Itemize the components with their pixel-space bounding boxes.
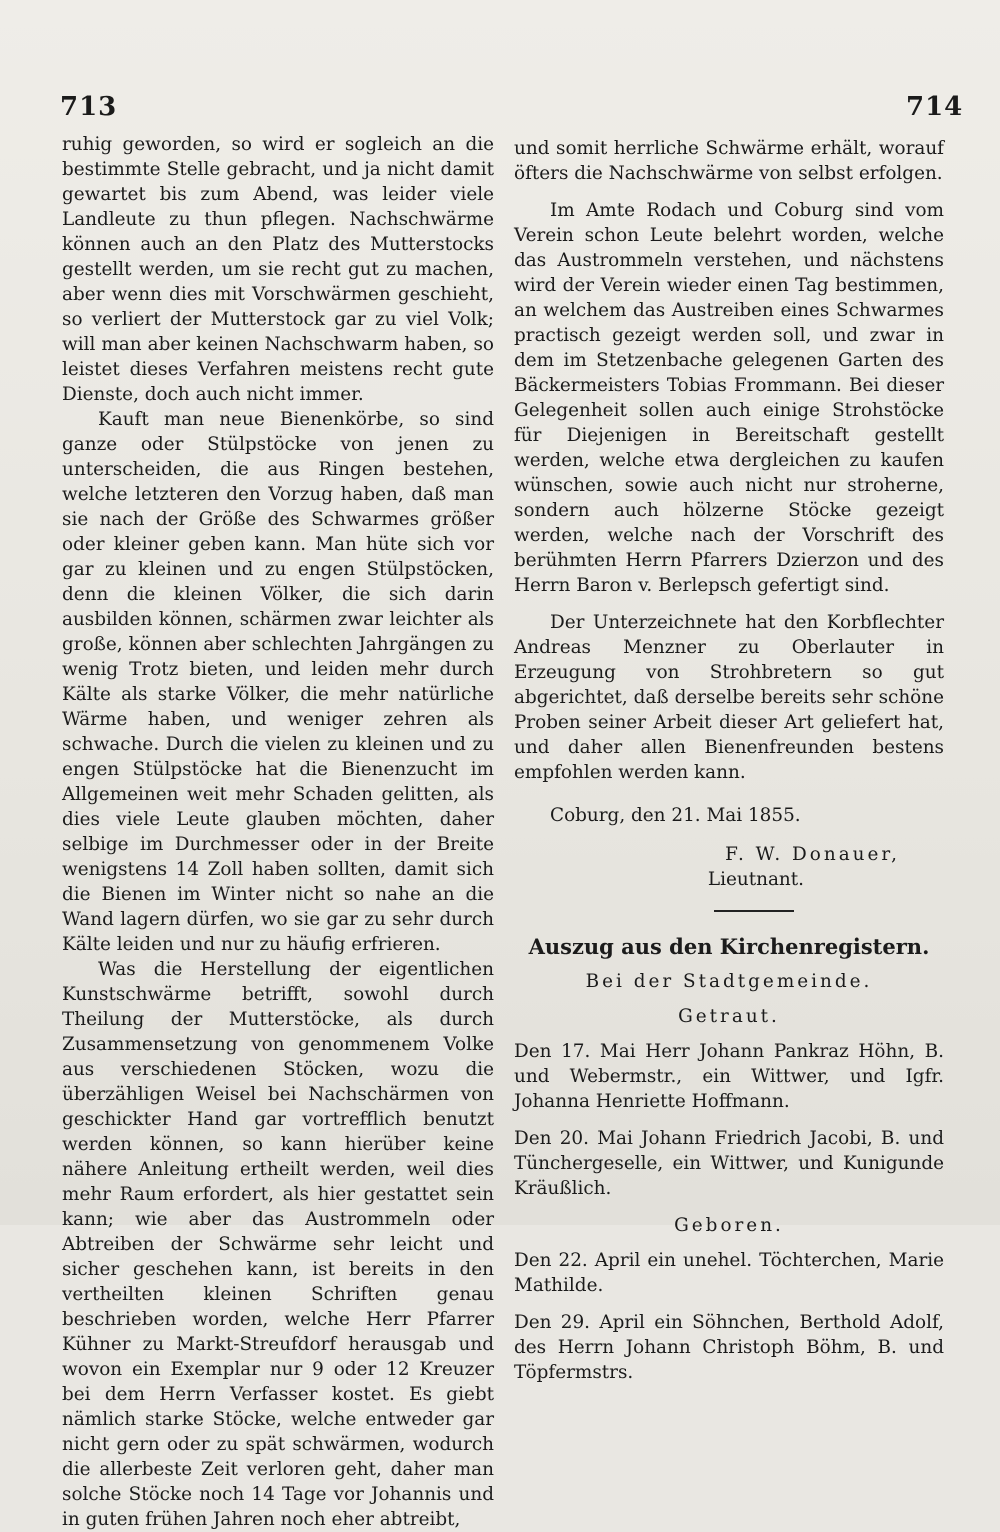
section-heading: Auszug aus den Kirchenregistern.	[528, 934, 930, 959]
signature-name: F. W. Donauer,	[725, 844, 900, 865]
left-paragraph-3: Was die Herstellung der eigentlichen Kunstschwärme betrifft, sowohl durch Theilung der Mutterstöcke, als durch Zusammensetzung von genommenem Volke aus verschiedenen Stöcken, wozu die überzähligen Weisel bei Nachschärmen von geschickter Hand gar vortrefflich benutzt werden können, so kann hierüber keine nähere Anleitung ertheilt werden, weil dies mehr Raum erfordert, als hier gestattet sein kann; wie aber das Austrommeln oder Abtreiben der Schwärme sehr leicht und sicher geschehen kann, ist bereits in den vertheilten kleinen Schriften genau beschrieben worden, welche Herr Pfarrer Kühner zu Markt-Streufdorf herausgab und wovon ein Exemplar nur 9 oder 12 Kreuzer bei dem Herrn Verfasser kostet. Es giebt nämlich starke Stöcke, welche entweder gar nicht gern oder zu spät schwärmen, wodurch die allerbeste Zeit verloren geht, daher man solche Stöcke noch 14 Tage vor Johannis und in guten frühen Jahren noch eher abtreibt,	[62, 959, 494, 1530]
signature-title: Lieutnant.	[707, 869, 804, 890]
right-paragraph-3: Der Unterzeichnete hat den Korbflechter Andreas Menzner zu Oberlauter in Erzeugung von Strohbretern so gut abgerichtet, daß derselbe bereits sehr schöne Proben seiner Arbeit dieser Art geliefert hat, und daher allen Bienenfreunden bestens empfohlen werden kann.	[514, 612, 944, 783]
right-paragraph-2: Im Amte Rodach und Coburg sind vom Verein schon Leute belehrt worden, welche das Austrommeln verstehen, und nächstens wird der Verein wieder einen Tag bestimmen, an welchem das Austreiben eines Schwarmes practisch gezeigt werden soll, und zwar in dem im Stetzenbache gelegenen Garten des Bäckermeisters Tobias Frommann. Bei dieser Gelegenheit sollen auch einige Strohstöcke für Diejenigen in Bereitschaft gestellt werden, welche etwa dergleichen zu kaufen wünschen, sowie auch nicht nur stroherne, sondern auch hölzerne Stöcke gezeigt werden, welche nach der Vorschrift des berühmten Herrn Pfarrers Dzierzon und des Herrn Baron v. Berlepsch gefertigt sind.	[514, 200, 944, 596]
dateline: Coburg, den 21. Mai 1855.	[550, 805, 801, 826]
married-heading: Getraut.	[678, 1006, 780, 1027]
right-paragraph-1: und somit herrliche Schwärme erhält, worauf öfters die Nachschwärme von selbst erfolgen.	[514, 138, 944, 184]
register-entry: Den 20. Mai Johann Friedrich Jacobi, B. und Tünchergeselle, ein Wittwer, und Kunigunde Kräußlich.	[514, 1128, 944, 1199]
divider-rule	[714, 910, 794, 912]
page-number-left: 713	[60, 92, 118, 122]
register-entry: Den 22. April ein unehel. Töchterchen, Marie Mathilde.	[514, 1250, 944, 1296]
page-number-right: 714	[906, 92, 964, 122]
born-heading: Geboren.	[674, 1215, 784, 1236]
register-entry: Den 29. April ein Söhnchen, Berthold Adolf, des Herrn Johann Christoph Böhm, B. und Töpfermstrs.	[514, 1312, 944, 1383]
left-column	[62, 132, 494, 1532]
right-column	[514, 136, 944, 1397]
register-entry: Den 17. Mai Herr Johann Pankraz Höhn, B. und Webermstr., ein Wittwer, und Igfr. Johanna Henriette Hoffmann.	[514, 1041, 944, 1112]
left-paragraph-1: ruhig geworden, so wird er sogleich an die bestimmte Stelle gebracht, und ja nicht damit gewartet bis zum Abend, was leider viele Landleute zu thun pflegen. Nachschwärme können auch an den Platz des Mutterstocks gestellt werden, um sie recht gut zu machen, aber wenn dies mit Vorschwärmen geschieht, so verliert der Mutterstock gar zu viel Volk; will man aber keinen Nachschwarm haben, so leistet dieses Verfahren meistens recht gute Dienste, doch auch nicht immer.	[62, 134, 494, 405]
parish-heading: Bei der Stadtgemeinde.	[585, 971, 873, 992]
left-paragraph-2: Kauft man neue Bienenkörbe, so sind ganze oder Stülpstöcke von jenen zu unterscheiden, die aus Ringen bestehen, welche letzteren den Vorzug haben, daß man sie nach der Größe des Schwarmes größer oder kleiner geben kann. Man hüte sich vor gar zu kleinen und zu engen Stülpstöcken, denn die kleinen Völker, die sich darin ausbilden können, schärmen zwar leichter als große, können aber schlechten Jahrgängen zu wenig Trotz bieten, und leiden mehr durch Kälte als starke Völker, die mehr natürliche Wärme haben, und weniger zehren als schwache. Durch die vielen zu kleinen und zu engen Stülpstöcke hat die Bienenzucht im Allgemeinen weit mehr Schaden gelitten, als dies viele Leute glauben möchten, daher selbige im Durchmesser oder in der Breite wenigstens 14 Zoll haben sollten, damit sich die Bienen im Winter nicht so nahe an die Wand lagern dürfen, wo sie gar zu sehr durch Kälte leiden und nur zu häufig erfrieren.	[62, 409, 494, 955]
